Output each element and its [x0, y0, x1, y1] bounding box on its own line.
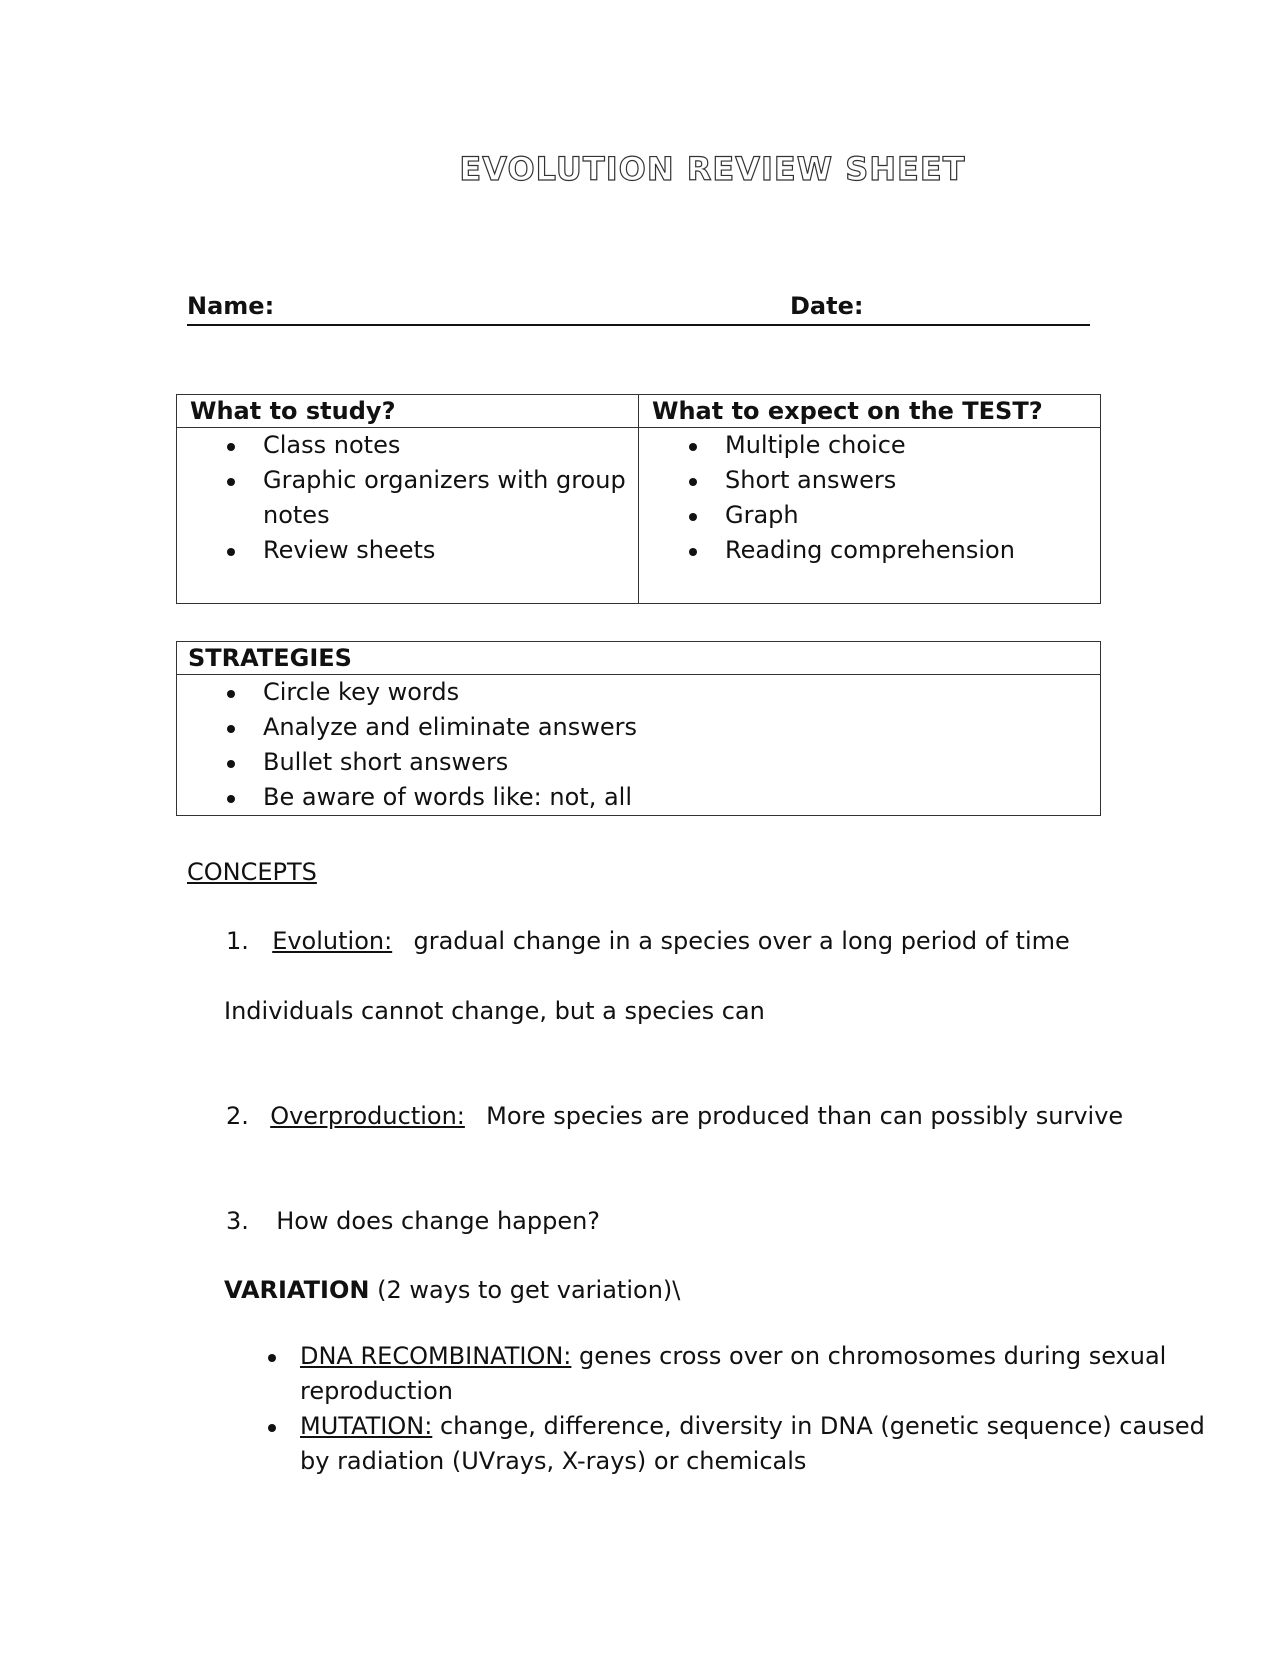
list-item: Class notes — [177, 428, 638, 463]
concept-number: 2. — [226, 1102, 249, 1130]
concept-definition: More species are produced than can possibly survive — [486, 1102, 1124, 1130]
list-item: Circle key words — [177, 675, 1100, 710]
study-table — [176, 394, 1101, 604]
list-item: Graph — [639, 498, 1100, 533]
variation-text: change, difference, diversity in DNA (genetic sequence) caused by radiation (UVrays, X-rays) or chemicals — [300, 1412, 1205, 1475]
list-item: Bullet short answers — [177, 745, 1100, 780]
variation-label: VARIATION — [224, 1276, 370, 1304]
concept-number: 3. — [226, 1207, 249, 1235]
strategies-list-cell — [177, 675, 1101, 816]
concept-definition: gradual change in a species over a long period of time — [413, 927, 1070, 955]
study-list-cell — [177, 428, 639, 604]
concept-question: How does change happen? — [276, 1207, 601, 1235]
name-date-line — [187, 290, 1090, 326]
list-item: Review sheets — [177, 533, 638, 568]
variation-term: MUTATION: — [300, 1412, 433, 1440]
list-item: Graphic organizers with group notes — [177, 463, 638, 533]
test-expect-list — [639, 428, 1100, 568]
variation-line — [224, 1273, 680, 1308]
concept-1 — [226, 924, 1070, 959]
test-expect-header: What to expect on the TEST? — [639, 395, 1101, 428]
list-item — [226, 1339, 1236, 1409]
concept-3 — [226, 1204, 600, 1239]
concept-2 — [226, 1099, 1123, 1134]
concept-term: Overproduction: — [270, 1102, 465, 1130]
variation-note: (2 ways to get variation)\ — [377, 1276, 681, 1304]
name-label: Name: — [187, 292, 275, 320]
list-item: Reading comprehension — [639, 533, 1100, 568]
variation-term: DNA RECOMBINATION: — [300, 1342, 572, 1370]
study-list — [177, 428, 638, 568]
strategies-header: STRATEGIES — [177, 642, 1101, 675]
page-title: EVOLUTION REVIEW SHEET — [459, 150, 966, 188]
strategies-list — [177, 675, 1100, 815]
strategies-table — [176, 641, 1101, 816]
date-label: Date: — [790, 292, 864, 320]
list-item: Analyze and eliminate answers — [177, 710, 1100, 745]
concept-1-note: Individuals cannot change, but a species can — [224, 997, 765, 1025]
study-header: What to study? — [177, 395, 639, 428]
concept-term: Evolution: — [272, 927, 393, 955]
test-expect-list-cell — [639, 428, 1101, 604]
concept-number: 1. — [226, 927, 249, 955]
list-item: Multiple choice — [639, 428, 1100, 463]
variation-text: genes cross over on chromosomes during sexual reproduction — [300, 1342, 1167, 1405]
concepts-heading: CONCEPTS — [187, 858, 317, 886]
variation-list — [226, 1339, 1236, 1479]
list-item — [226, 1409, 1236, 1479]
list-item: Be aware of words like: not, all — [177, 780, 1100, 815]
list-item: Short answers — [639, 463, 1100, 498]
